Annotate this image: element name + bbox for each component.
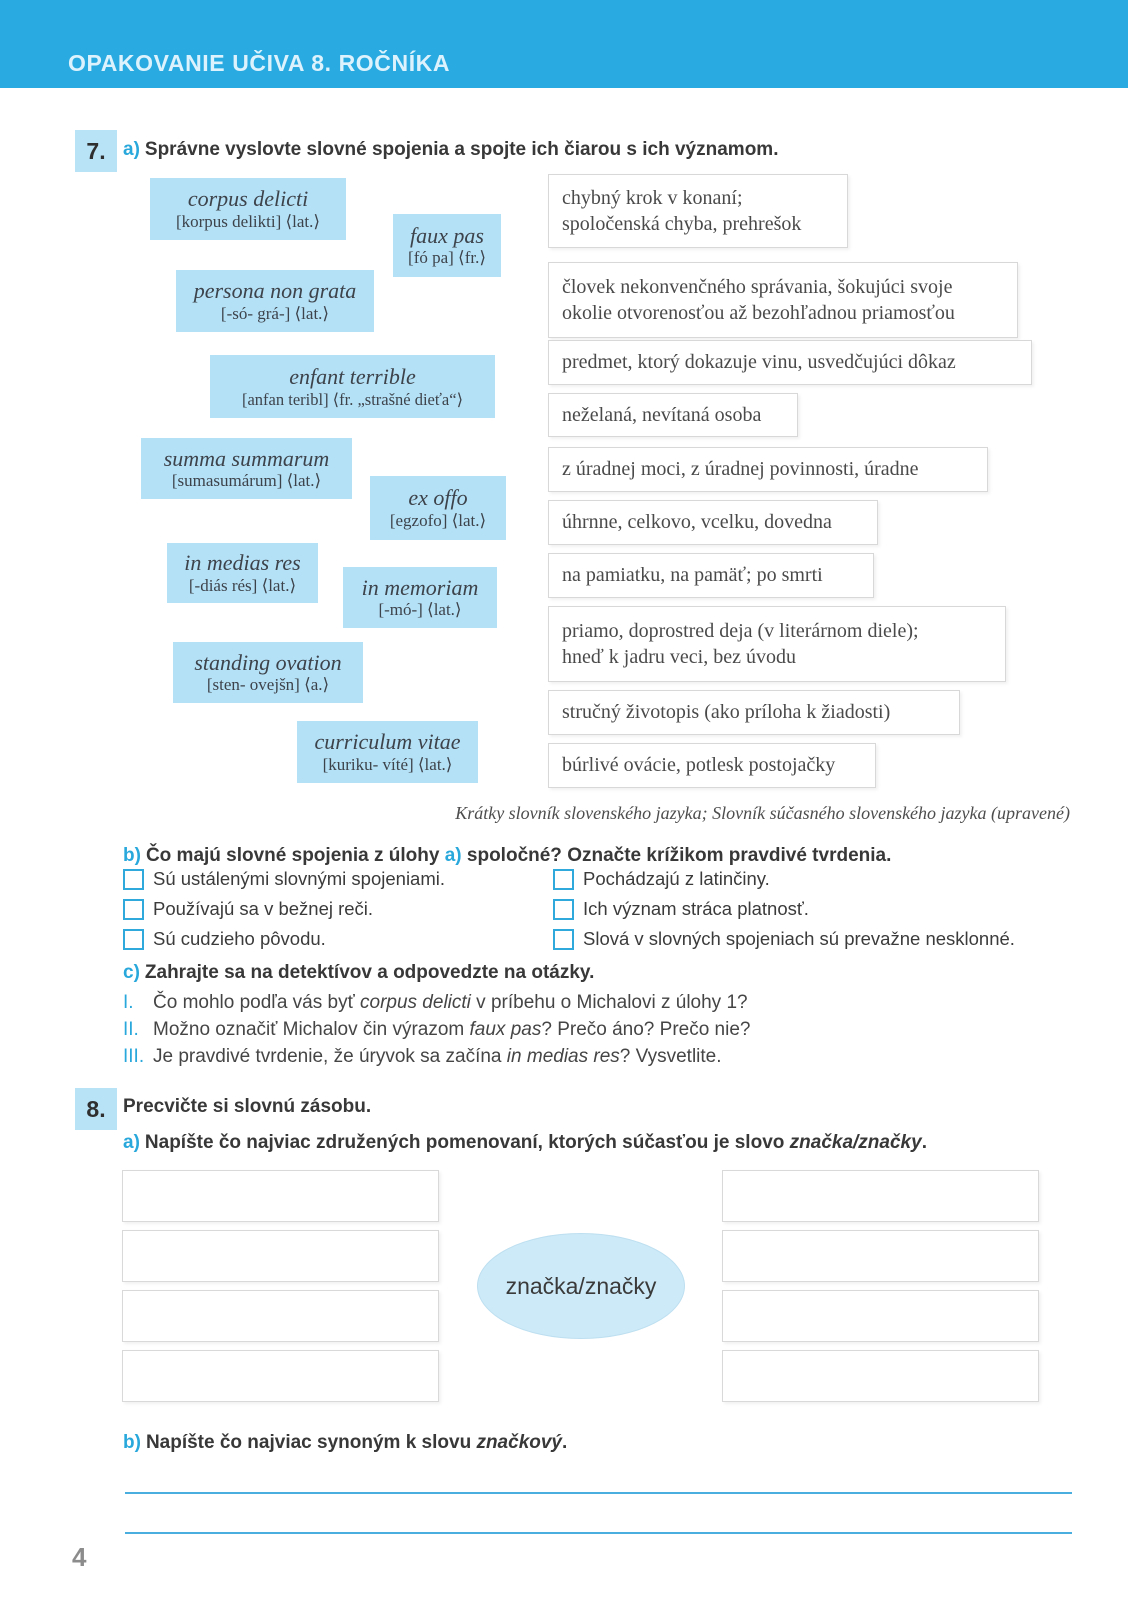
definition-box[interactable] xyxy=(548,174,848,248)
question-term: faux pas xyxy=(469,1019,542,1040)
option-row xyxy=(123,928,326,950)
phrase-pronunciation: [-mó-] ⟨lat.⟩ xyxy=(378,600,462,620)
answer-box[interactable] xyxy=(122,1230,439,1282)
phrase-box-in-memoriam[interactable] xyxy=(343,567,497,628)
checkbox[interactable] xyxy=(553,929,574,950)
exercise-8b-term: značkový xyxy=(476,1432,562,1453)
question-1 xyxy=(123,992,748,1014)
option-label: Ich význam stráca platnosť. xyxy=(583,898,809,919)
option-label: Používajú sa v bežnej reči. xyxy=(153,898,374,919)
option-label: Sú ustálenými slovnými spojeniami. xyxy=(153,868,446,889)
exercise-8a-instruction xyxy=(123,1132,927,1154)
central-word: značka/značky xyxy=(505,1272,657,1299)
phrase-pronunciation: [egzofo] ⟨lat.⟩ xyxy=(389,510,487,530)
phrase-term: standing ovation xyxy=(194,649,342,675)
phrase-box-in-medias-res[interactable] xyxy=(167,543,318,603)
definition-box[interactable] xyxy=(548,553,874,598)
exercise-7a-instruction xyxy=(123,139,778,161)
checkbox[interactable] xyxy=(553,899,574,920)
phrase-pronunciation: [fó pa] ⟨fr.⟩ xyxy=(408,248,486,268)
exercise-8-title: Precvičte si slovnú zásobu. xyxy=(123,1096,372,1117)
checkbox[interactable] xyxy=(123,869,144,890)
definition-box[interactable] xyxy=(548,340,1032,385)
question-text: Je pravdivé tvrdenie, že úryvok sa začína xyxy=(153,1046,507,1067)
checkbox[interactable] xyxy=(123,899,144,920)
definition-line: neželaná, nevítaná osoba xyxy=(562,403,762,426)
page-number: 4 xyxy=(72,1542,87,1572)
exercise-8a-text-end: . xyxy=(921,1132,927,1153)
exercise-7c-instruction xyxy=(123,962,594,984)
phrase-pronunciation: [sumasumárum] ⟨lat.⟩ xyxy=(171,471,322,491)
phrase-pronunciation: [korpus delikti] ⟨lat.⟩ xyxy=(175,211,321,231)
question-text: Čo mohlo podľa vás byť xyxy=(153,992,360,1013)
central-word-oval xyxy=(477,1233,685,1339)
phrase-box-faux-pas[interactable] xyxy=(393,214,501,277)
phrase-pronunciation: [anfan teribl] ⟨fr. „strašné dieťa“⟩ xyxy=(241,389,464,409)
phrase-box-ex-offo[interactable] xyxy=(370,476,506,540)
option-label: Slová v slovných spojeniach sú prevažne nesklonné. xyxy=(583,928,1015,949)
phrase-box-standing-ovation[interactable] xyxy=(173,642,363,703)
exercise-7b-label: b) xyxy=(123,845,141,866)
question-text: v príbehu o Michalovi z úlohy 1? xyxy=(470,992,748,1013)
exercise-8a-term: značka/značky xyxy=(789,1132,922,1153)
option-row xyxy=(553,868,770,890)
question-2 xyxy=(123,1019,750,1041)
phrase-term: corpus delicti xyxy=(187,186,309,211)
phrase-term: curriculum vitae xyxy=(314,729,461,754)
page-header xyxy=(0,0,1128,88)
definition-line: z úradnej moci, z úradnej povinnosti, úradne xyxy=(562,458,919,481)
phrase-pronunciation: [sten- ovejšn] ⟨a.⟩ xyxy=(206,675,330,695)
option-row xyxy=(553,928,1015,950)
phrase-pronunciation: [kuriku- víté] ⟨lat.⟩ xyxy=(322,754,453,774)
exercise-7-number: 7. xyxy=(75,130,117,172)
answer-box[interactable] xyxy=(722,1230,1039,1282)
exercise-8a-label: a) xyxy=(123,1132,140,1153)
phrase-box-summa-summarum[interactable] xyxy=(141,438,352,499)
answer-box[interactable] xyxy=(722,1290,1039,1342)
answer-box[interactable] xyxy=(122,1290,439,1342)
checkbox[interactable] xyxy=(123,929,144,950)
definition-line: človek nekonvenčného správania, šokujúci svoje xyxy=(562,275,953,298)
definition-box[interactable] xyxy=(548,500,878,545)
question-numeral: III. xyxy=(123,1046,145,1067)
exercise-8a-text: Napíšte čo najviac združených pomenovaní, ktorých súčasťou je slovo xyxy=(144,1132,790,1153)
phrase-pronunciation: [-diás rés] ⟨lat.⟩ xyxy=(188,575,297,595)
question-text: ? Vysvetlite. xyxy=(619,1046,722,1067)
question-term: in medias res xyxy=(506,1046,620,1067)
exercise-7a-label: a) xyxy=(123,139,140,160)
definition-line: búrlivé ovácie, potlesk postojačky xyxy=(562,754,836,777)
answer-box[interactable] xyxy=(122,1350,439,1402)
question-text: Možno označiť Michalov čin výrazom xyxy=(153,1019,470,1040)
exercise-8b-text: Napíšte čo najviac synoným k slovu xyxy=(145,1432,477,1453)
phrase-box-persona-non-grata[interactable] xyxy=(176,270,374,332)
checkbox[interactable] xyxy=(553,869,574,890)
option-label: Pochádzajú z latinčiny. xyxy=(583,868,770,889)
definition-box[interactable] xyxy=(548,606,1006,682)
phrase-term: persona non grata xyxy=(193,278,357,303)
phrase-term: in medias res xyxy=(184,550,301,575)
phrase-term: faux pas xyxy=(410,222,484,248)
question-numeral: II. xyxy=(123,1019,139,1040)
exercise-8b-instruction xyxy=(123,1432,567,1454)
phrase-box-enfant-terrible[interactable] xyxy=(210,355,495,418)
option-row xyxy=(123,868,445,890)
definition-line: priamo, doprostred deja (v literárnom diele); xyxy=(562,619,919,642)
answer-line[interactable] xyxy=(125,1492,1072,1494)
phrase-term: ex offo xyxy=(408,485,468,510)
option-label: Sú cudzieho pôvodu. xyxy=(153,928,326,949)
phrase-term: enfant terrible xyxy=(289,363,416,389)
exercise-7c-text: Zahrajte sa na detektívov a odpovedzte na otázky. xyxy=(144,962,595,983)
answer-line[interactable] xyxy=(125,1532,1072,1534)
answer-box[interactable] xyxy=(722,1170,1039,1222)
question-3 xyxy=(123,1046,722,1068)
phrase-box-curriculum-vitae[interactable] xyxy=(297,721,478,783)
option-row xyxy=(123,898,373,920)
definition-line: úhrnne, celkovo, vcelku, dovedna xyxy=(562,511,832,534)
exercise-7b-instruction xyxy=(123,845,891,867)
source-citation: Krátky slovník slovenského jazyka; Slovník súčasného slovenského jazyka (upravené) xyxy=(455,803,1070,823)
exercise-7b-accent: a) xyxy=(444,845,462,866)
exercise-7a-text: Správne vyslovte slovné spojenia a spojte ich čiarou s ich významom. xyxy=(144,139,779,160)
answer-box[interactable] xyxy=(122,1170,439,1222)
answer-box[interactable] xyxy=(722,1350,1039,1402)
exercise-7c-label: c) xyxy=(123,962,140,983)
exercise-7b-text-2: spoločné? Označte krížikom pravdivé tvrdenia. xyxy=(461,845,892,866)
definition-box[interactable] xyxy=(548,262,1018,338)
definition-box[interactable] xyxy=(548,743,876,788)
definition-line: chybný krok v konaní; xyxy=(562,186,743,209)
phrase-pronunciation: [-só- grá-] ⟨lat.⟩ xyxy=(220,303,330,323)
definition-box[interactable] xyxy=(548,690,960,735)
phrase-term: summa summarum xyxy=(163,445,330,471)
question-term: corpus delicti xyxy=(360,992,471,1013)
definition-line: stručný životopis (ako príloha k žiadosti) xyxy=(562,701,891,724)
definition-line: predmet, ktorý dokazuje vinu, usvedčujúci dôkaz xyxy=(562,351,956,374)
phrase-term: in memoriam xyxy=(361,574,479,600)
option-row xyxy=(553,898,809,920)
phrase-box-corpus-delicti[interactable] xyxy=(150,178,346,240)
question-numeral: I. xyxy=(123,992,134,1013)
definition-box[interactable] xyxy=(548,447,988,492)
exercise-7b-text-1: Čo majú slovné spojenia z úlohy xyxy=(145,845,445,866)
page-title: OPAKOVANIE UČIVA 8. ROČNÍKA xyxy=(68,50,451,76)
exercise-8b-label: b) xyxy=(123,1432,141,1453)
definition-line: na pamiatku, na pamäť; po smrti xyxy=(562,564,823,587)
definition-box[interactable] xyxy=(548,393,798,437)
exercise-8-number: 8. xyxy=(75,1088,117,1130)
question-text: ? Prečo áno? Prečo nie? xyxy=(541,1019,751,1040)
definition-line: okolie otvorenosťou až bezohľadnou priamosťou xyxy=(562,302,955,324)
definition-line: spoločenská chyba, prehrešok xyxy=(562,213,802,235)
exercise-8b-text-end: . xyxy=(562,1432,568,1453)
definition-line: hneď k jadru veci, bez úvodu xyxy=(562,646,796,668)
